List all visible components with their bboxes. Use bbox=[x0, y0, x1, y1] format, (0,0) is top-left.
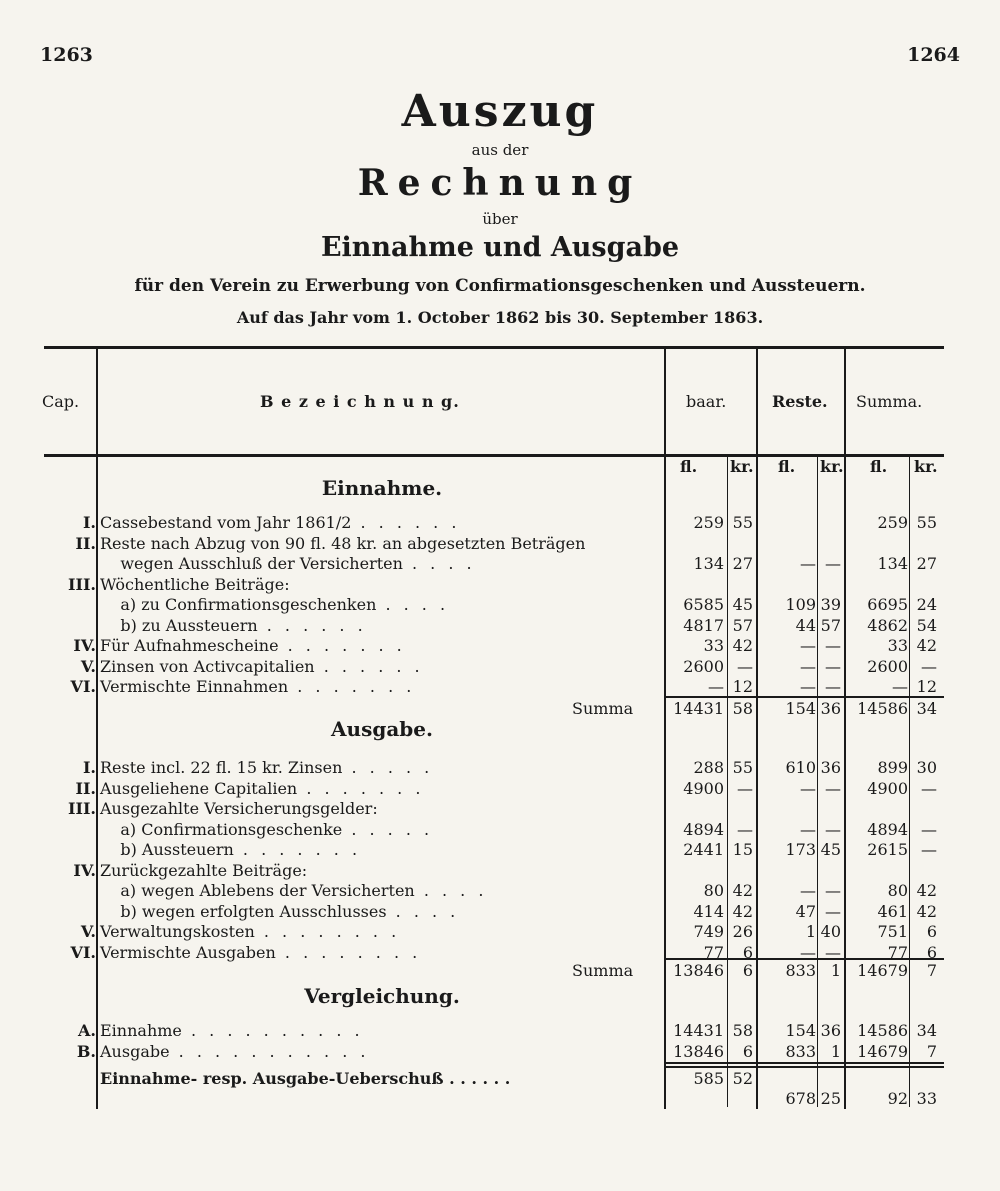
row-baar-fl: 6585 bbox=[683, 595, 724, 614]
einnahme-row bbox=[0, 676, 1000, 698]
row-reste-kr: — bbox=[825, 636, 841, 655]
row-reste-kr: 36 bbox=[820, 758, 841, 777]
row-reste-kr: 39 bbox=[820, 595, 841, 614]
ueberschuss-label: Einnahme- resp. Ausgabe-Ueberschuß . . . . . . bbox=[100, 1069, 511, 1088]
summa-label: Summa bbox=[572, 961, 634, 980]
row-reste-kr: 40 bbox=[820, 922, 841, 941]
einnahme-row bbox=[0, 635, 1000, 657]
row-bezeichnung: b) zu Aussteuern . . . . . . bbox=[100, 615, 367, 635]
row-baar-fl: 414 bbox=[693, 901, 724, 921]
row-summa-kr: — bbox=[921, 819, 937, 839]
ausgabe-row bbox=[0, 819, 1000, 841]
row-summa-kr: 42 bbox=[916, 881, 937, 900]
row-reste-kr: 36 bbox=[820, 1021, 841, 1040]
row-bezeichnung: Für Aufnahmescheine . . . . . . . bbox=[100, 636, 406, 655]
row-summa-kr: — bbox=[921, 840, 937, 859]
row-summa-fl: 4900 bbox=[867, 778, 908, 798]
summa-baar-fl: 13846 bbox=[673, 961, 724, 980]
summa-reste-kr: 1 bbox=[830, 961, 841, 980]
row-cap: I. bbox=[82, 758, 96, 777]
summa-summa-fl: 14679 bbox=[857, 961, 908, 980]
ueberschuss-baar-kr: 52 bbox=[732, 1069, 753, 1088]
row-baar-kr: — bbox=[737, 778, 753, 798]
row-summa-kr: 30 bbox=[916, 758, 937, 777]
row-baar-fl: 4900 bbox=[683, 778, 724, 798]
row-reste-fl: 610 bbox=[785, 758, 816, 777]
ueberschuss-reste-kr: 25 bbox=[820, 1089, 841, 1108]
row-reste-kr: 45 bbox=[820, 840, 841, 859]
row-summa-fl: 14586 bbox=[857, 1021, 908, 1040]
row-summa-fl: 2615 bbox=[867, 840, 908, 859]
row-baar-fl: 4817 bbox=[683, 615, 724, 635]
row-bezeichnung: Verwaltungskosten . . . . . . . . bbox=[100, 922, 401, 941]
ueberschuss-row bbox=[0, 1068, 1000, 1090]
row-summa-kr: 24 bbox=[916, 595, 937, 614]
ueberschuss-summa-fl: 92 bbox=[887, 1089, 908, 1108]
row-baar-kr: 42 bbox=[732, 636, 753, 655]
page-number-left: 1263 bbox=[40, 44, 93, 66]
row-reste-fl: 154 bbox=[785, 1021, 816, 1040]
ausgabe-row bbox=[0, 921, 1000, 943]
summa-summa-kr: 34 bbox=[916, 699, 937, 718]
row-reste-fl: 44 bbox=[795, 615, 816, 635]
row-cap: III. bbox=[67, 574, 96, 594]
row-summa-fl: 461 bbox=[877, 901, 908, 921]
summa-label: Summa bbox=[572, 699, 634, 718]
vergleich-row bbox=[0, 1020, 1000, 1042]
subtitle-ueber: über bbox=[482, 210, 518, 228]
row-baar-kr: 42 bbox=[732, 901, 753, 921]
row-baar-fl: 80 bbox=[703, 881, 724, 900]
row-baar-fl: — bbox=[708, 677, 724, 696]
row-baar-fl: 2441 bbox=[683, 840, 724, 859]
row-summa-kr: 12 bbox=[916, 677, 937, 696]
row-bezeichnung: Zurückgezahlte Beiträge: bbox=[100, 860, 308, 880]
row-bezeichnung: a) wegen Ablebens der Versicherten . . . . bbox=[100, 881, 488, 900]
header-bezeichnung: B e z e i c h n u n g. bbox=[260, 392, 460, 411]
row-bezeichnung: Einnahme . . . . . . . . . . bbox=[100, 1021, 364, 1040]
row-summa-kr: — bbox=[921, 656, 937, 676]
row-cap: VI. bbox=[70, 677, 96, 696]
unit-baar-kr: kr. bbox=[730, 457, 754, 476]
row-summa-kr: 42 bbox=[916, 901, 937, 921]
row-summa-kr: 6 bbox=[926, 942, 937, 962]
row-reste-kr: — bbox=[825, 942, 841, 962]
row-baar-fl: 749 bbox=[693, 922, 724, 941]
row-reste-fl: — bbox=[800, 819, 816, 839]
summa-summa-fl: 14586 bbox=[857, 699, 908, 718]
row-bezeichnung: Vermischte Einnahmen . . . . . . . bbox=[100, 677, 416, 696]
page-number-right: 1264 bbox=[907, 44, 960, 66]
row-cap: B. bbox=[76, 1041, 96, 1061]
section-ausgabe: Ausgabe. bbox=[331, 717, 433, 741]
summa-baar-kr: 58 bbox=[732, 699, 753, 718]
einnahme-row bbox=[0, 512, 1000, 534]
row-baar-kr: 45 bbox=[732, 595, 753, 614]
row-bezeichnung: Wöchentliche Beiträge: bbox=[100, 574, 290, 594]
row-summa-fl: 259 bbox=[877, 513, 908, 532]
row-reste-kr: — bbox=[825, 677, 841, 696]
row-reste-fl: 109 bbox=[785, 595, 816, 614]
einnahme-row bbox=[0, 615, 1000, 637]
row-summa-fl: 14679 bbox=[857, 1041, 908, 1061]
vergleich-row bbox=[0, 1041, 1000, 1063]
row-reste-fl: 1 bbox=[805, 922, 816, 941]
row-baar-kr: 15 bbox=[732, 840, 753, 859]
ausgabe-row bbox=[0, 860, 1000, 882]
ueberschuss-summa-kr: 33 bbox=[916, 1089, 937, 1108]
ausgabe-row bbox=[0, 901, 1000, 923]
row-reste-kr: — bbox=[825, 819, 841, 839]
einnahme-row bbox=[0, 656, 1000, 678]
row-reste-fl: — bbox=[800, 554, 816, 573]
row-reste-fl: — bbox=[800, 656, 816, 676]
row-summa-fl: 6695 bbox=[867, 595, 908, 614]
section-vergleichung: Vergleichung. bbox=[304, 984, 460, 1008]
row-bezeichnung: Reste nach Abzug von 90 fl. 48 kr. an abgesetzten Beträgen bbox=[100, 533, 586, 553]
row-bezeichnung: a) zu Confirmationsgeschenken . . . . bbox=[100, 595, 450, 614]
row-summa-fl: 751 bbox=[877, 922, 908, 941]
header-summa: Summa. bbox=[856, 392, 923, 411]
row-bezeichnung: Vermischte Ausgaben . . . . . . . . bbox=[100, 942, 422, 962]
row-baar-kr: 55 bbox=[732, 513, 753, 532]
einnahme-row bbox=[0, 533, 1000, 555]
ueberschuss-row-2 bbox=[0, 1088, 1000, 1110]
row-summa-fl: 4894 bbox=[867, 819, 908, 839]
row-baar-kr: 6 bbox=[742, 942, 753, 962]
row-baar-kr: 27 bbox=[732, 554, 753, 573]
row-summa-fl: 134 bbox=[877, 554, 908, 573]
row-summa-kr: 34 bbox=[916, 1021, 937, 1040]
summa-baar-kr: 6 bbox=[742, 961, 753, 980]
row-reste-fl: — bbox=[800, 778, 816, 798]
header-reste: Reste. bbox=[772, 392, 828, 411]
row-baar-kr: 58 bbox=[732, 1021, 753, 1040]
summa-reste-kr: 36 bbox=[820, 699, 841, 718]
header-baar: baar. bbox=[686, 392, 727, 411]
row-cap: IV. bbox=[73, 636, 96, 655]
einnahme-row bbox=[0, 553, 1000, 575]
row-baar-kr: 6 bbox=[742, 1041, 753, 1061]
row-baar-fl: 134 bbox=[693, 554, 724, 573]
unit-baar-fl: fl. bbox=[680, 457, 698, 476]
subtitle-verein: für den Verein zu Erwerbung von Confirmationsgeschenken und Aussteuern. bbox=[134, 276, 866, 296]
row-reste-kr: — bbox=[825, 656, 841, 676]
summa-ausgabe-row bbox=[0, 960, 1000, 982]
summa-reste-fl: 154 bbox=[785, 699, 816, 718]
row-cap: VI. bbox=[70, 942, 96, 962]
row-bezeichnung: b) Aussteuern . . . . . . . bbox=[100, 840, 362, 859]
row-baar-kr: 55 bbox=[732, 758, 753, 777]
row-reste-kr: — bbox=[825, 778, 841, 798]
row-bezeichnung: Cassebestand vom Jahr 1861/2 . . . . . . bbox=[100, 513, 461, 532]
subtitle-rechnung: Rechnung bbox=[357, 162, 643, 204]
ausgabe-row bbox=[0, 757, 1000, 779]
row-summa-kr: — bbox=[921, 778, 937, 798]
ausgabe-row bbox=[0, 839, 1000, 861]
unit-reste-kr: kr. bbox=[820, 457, 844, 476]
row-summa-fl: 2600 bbox=[867, 656, 908, 676]
row-baar-kr: 26 bbox=[732, 922, 753, 941]
row-bezeichnung: b) wegen erfolgten Ausschlusses . . . . bbox=[100, 901, 460, 921]
ausgabe-row bbox=[0, 880, 1000, 902]
subtitle-aus-der: aus der bbox=[471, 141, 529, 159]
subtitle-jahr: Auf das Jahr vom 1. October 1862 bis 30. September 1863. bbox=[236, 308, 764, 327]
row-baar-kr: 42 bbox=[732, 881, 753, 900]
row-reste-fl: — bbox=[800, 881, 816, 900]
row-reste-kr: 1 bbox=[830, 1041, 841, 1061]
summa-reste-fl: 833 bbox=[785, 961, 816, 980]
row-bezeichnung: Ausgeliehene Capitalien . . . . . . . bbox=[100, 778, 425, 798]
row-summa-fl: — bbox=[892, 677, 908, 696]
row-cap: A. bbox=[78, 1021, 96, 1040]
row-summa-kr: 54 bbox=[916, 615, 937, 635]
einnahme-row bbox=[0, 574, 1000, 596]
row-cap: I. bbox=[82, 513, 96, 532]
row-cap: IV. bbox=[73, 860, 96, 880]
row-bezeichnung: a) Confirmationsgeschenke . . . . . bbox=[100, 819, 434, 839]
ausgabe-row bbox=[0, 798, 1000, 820]
row-reste-fl: — bbox=[800, 942, 816, 962]
subtitle-einnahme-ausgabe: Einnahme und Ausgabe bbox=[320, 232, 680, 263]
row-baar-fl: 259 bbox=[693, 513, 724, 532]
row-baar-kr: — bbox=[737, 656, 753, 676]
row-summa-kr: 6 bbox=[926, 922, 937, 941]
row-cap: V. bbox=[80, 656, 96, 676]
header-bottom-rule bbox=[44, 454, 944, 457]
row-reste-fl: — bbox=[800, 677, 816, 696]
row-reste-kr: — bbox=[825, 881, 841, 900]
table-top-rule bbox=[44, 346, 944, 349]
row-reste-kr: — bbox=[825, 901, 841, 921]
unit-summa-kr: kr. bbox=[914, 457, 938, 476]
unit-summa-fl: fl. bbox=[870, 457, 888, 476]
row-reste-kr: 57 bbox=[820, 615, 841, 635]
row-summa-fl: 80 bbox=[887, 881, 908, 900]
row-baar-fl: 77 bbox=[703, 942, 724, 962]
row-summa-fl: 4862 bbox=[867, 615, 908, 635]
row-summa-kr: 42 bbox=[916, 636, 937, 655]
row-reste-fl: 47 bbox=[795, 901, 816, 921]
row-baar-fl: 288 bbox=[693, 758, 724, 777]
summa-einnahme-row bbox=[0, 698, 1000, 720]
row-cap: II. bbox=[75, 778, 96, 798]
row-summa-fl: 33 bbox=[887, 636, 908, 655]
row-bezeichnung: Zinsen von Activcapitalien . . . . . . bbox=[100, 656, 424, 676]
row-cap: V. bbox=[80, 922, 96, 941]
ausgabe-row bbox=[0, 778, 1000, 800]
summa-summa-kr: 7 bbox=[926, 961, 937, 980]
row-baar-kr: 57 bbox=[732, 615, 753, 635]
document-title: Auszug bbox=[401, 86, 599, 137]
row-cap: II. bbox=[75, 533, 96, 553]
row-cap: III. bbox=[67, 799, 96, 818]
row-baar-kr: — bbox=[737, 819, 753, 839]
row-summa-kr: 27 bbox=[916, 554, 937, 573]
row-baar-fl: 2600 bbox=[683, 656, 724, 676]
einnahme-row bbox=[0, 594, 1000, 616]
row-summa-fl: 899 bbox=[877, 758, 908, 777]
row-baar-kr: 12 bbox=[732, 677, 753, 696]
row-bezeichnung: Ausgabe . . . . . . . . . . . bbox=[100, 1041, 370, 1061]
row-baar-fl: 33 bbox=[703, 636, 724, 655]
row-summa-kr: 7 bbox=[926, 1041, 937, 1061]
header-cap: Cap. bbox=[42, 392, 80, 411]
ueberschuss-reste-fl: 678 bbox=[785, 1089, 816, 1108]
row-summa-kr: 55 bbox=[916, 513, 937, 532]
row-reste-fl: 173 bbox=[785, 840, 816, 859]
row-baar-fl: 13846 bbox=[673, 1041, 724, 1061]
summa-baar-fl: 14431 bbox=[673, 699, 724, 718]
row-baar-fl: 4894 bbox=[683, 819, 724, 839]
ueberschuss-baar-fl: 585 bbox=[693, 1069, 724, 1088]
row-summa-fl: 77 bbox=[887, 942, 908, 962]
row-reste-fl: — bbox=[800, 636, 816, 655]
section-einnahme: Einnahme. bbox=[321, 476, 443, 500]
row-reste-fl: 833 bbox=[785, 1041, 816, 1061]
row-bezeichnung: Reste incl. 22 fl. 15 kr. Zinsen . . . . . bbox=[100, 758, 434, 777]
row-bezeichnung: Ausgezahlte Versicherungsgelder: bbox=[100, 799, 378, 818]
row-bezeichnung: wegen Ausschluß der Versicherten . . . . bbox=[100, 554, 476, 573]
row-reste-kr: — bbox=[825, 554, 841, 573]
row-baar-fl: 14431 bbox=[673, 1021, 724, 1040]
unit-reste-fl: fl. bbox=[778, 457, 796, 476]
